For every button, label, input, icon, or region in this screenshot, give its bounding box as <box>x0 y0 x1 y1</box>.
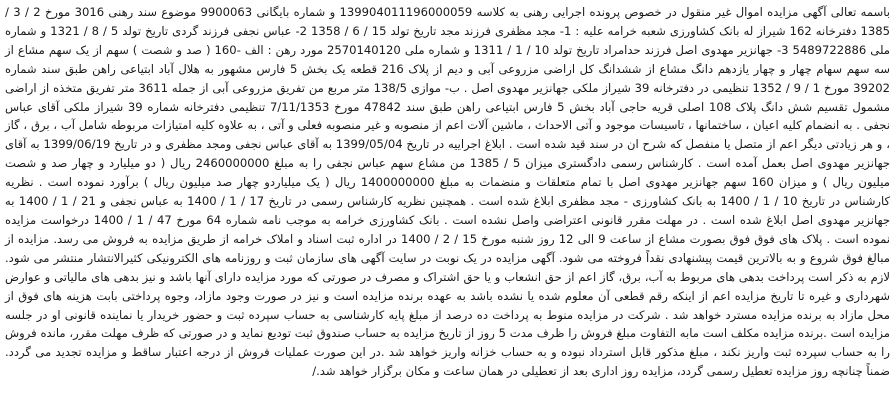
auction-notice-text: باسمه تعالی آگهی مزایده اموال غیر منقول در خصوص پرونده اجرایی رهنی به کلاسه 139904011196000059 و شماره بایگانی 9900063 موضوع سند رهنی 3016 مورخ 2 / 3 / 1385 دفترخانه 162 شیراز له بانک کشاورزی شعبه خرامه علیه : 1- مجد مظفری فرزند مجد تاریخ تولد 15 / 6 / 1358 2- عباس نجفی فرزند گردی تاریخ تولد 5 / 8 / 1321 و شماره ملی 5489722886 3- جهانزیر مهدوی اصل فرزند حدامراد تاریخ تولد 10 / 1 / 1311 و شماره ملی 2570140120 مورد رهن : الف -160 ( صد و شصت ) سهم از یک سهم مشاع از سه سهم سهام چهار و چهار یازدهم دانگ مشاع از ششدانگ کل اراضی مزروعی آبی و دیم از پلاک 216 قطعه یک بخش 5 فارس مشهور به هلال آباد ابتیاعی راهن طبق سند شماره 39202 مورخ 1 / 9 / 1352 تنظیمی در دفترخانه 39 شیراز ملکی جهانزیر مهدوی اصل . ب- موازی 138/5 متر مربع من تفریق مزروعی آبی از جمله 3611 متر تفریق متخذه از اراضی مشمول تقسیم شش دانگ پلاک 108 اصلی قریه حاجی آباد بخش 5 فارس ابتیاعی راهن طبق سند 47842 مورخ 7/11/1353 تنظیمی دفترخانه شماره 39 شیراز ملکی آقای عباس نجفی . به انضمام کلیه اعیان ، ساختمانها ، تاسیسات موجود و آتی الاحداث ، ماشین آلات اعم از منصوبه و غیر منصوبه فعلی و آتی ، به علاوه کلیه امتیازات مربوطه شامل آب ، برق ، گاز ، و هر زیادتی دیگر اعم از متصل یا منفصل که شرح ان در سند قید شده است . ابلاغ اجراییه در تاریخ 1399/05/04 به آقای عباس نجفی ومجد مظفری و در تاریخ 1399/06/19 به آقای جهانزیر مهدوی اصل بعمل آمده است . کارشناس رسمی دادگستری میزان 5 / 1385 من مشاع سهم عباس نجفی را به مبلغ 2460000000 ریال ( دو میلیارد و چهار صد و شصت میلیون ریال ) و میزان 160 سهم جهانزیر مهدوی اصل با تمام متعلقات و منضمات به مبلغ 1400000000 ریال ( یک میلیاردو چهار صد میلیون ریال ) برآورد نموده است . نظریه کارشناس در تاریخ 10 / 1 / 1400 به بانک کشاورزی - مجد مظفری ابلاغ شده است . همچنین نظریه کارشناس رسمی در تاریخ 17 / 1 / 1400 به عباس نجفی و 21 / 1 / 1400 به جهانزیر مهدوی اصل ابلاغ شده است . در مهلت مقرر قانونی اعتراضی واصل نشده است . بانک کشاورزی خرامه به موجب نامه شماره 64 مورخ 47 / 1 / 1400 درخواست مزایده نموده است . پلاک های فوق فوق بصورت مشاع از ساعت 9 الی 12 روز شنبه مورخ 15 / 2 / 1400 در اداره ثبت اسناد و املاک خرامه از طریق مزایده به فروش می رسد. مزایده از مبالغ فوق شروع و به بالاترین قیمت پیشنهادی نقداً فروخته می شود. آگهی مزایده در یک نوبت در سایت آگهی های سازمان ثبت و روزنامه های الکترونیکی کثیرالانتشار منتشر می شود. لازم به ذکر است پرداخت بدهی های مربوط به آب، برق، گاز اعم از حق انشعاب و یا حق اشتراک و مصرف در صورتی که مورد مزایده دارای آنها باشد و نیز بدهی های مالیاتی و عوارض شهرداری و غیره تا تاریخ مزایده اعم از اینکه رقم قطعی آن معلوم شده یا نشده باشد به عهده برنده مزایده است و نیز در صورت وجود مازاد، وجوه پرداختی بابت هزینه های فوق از محل مازاد به برنده مزایده مسترد خواهد شد . شرکت در مزایده منوط به پرداخت ده درصد از مبلغ پایه کارشناسی به حساب سپرده ثبت و حضور خریدار یا نماینده قانونی او در جلسه مزایده است .برنده مزایده مکلف است مابه التفاوت مبلغ فروش را ظرف مدت 5 روز از تاریخ مزایده به حساب صندوق ثبت تودیع نماید و در صورتی که ظرف مهلت مقرر، مانده فروش را به حساب سپرده ثبت واریز نکند ، مبلغ مذکور قابل استرداد نبوده و به حساب خزانه واریز خواهد شد .در این صورت عملیات فروش از درجه اعتبار ساقط و مزایده تجدید می گردد. ضمناً چنانچه روز مزایده تعطیل رسمی گردد، مزایده روز اداری بعد از تعطیلی در همان ساعت و مکان برگزار خواهد شد./ <box>5 5 891 379</box>
